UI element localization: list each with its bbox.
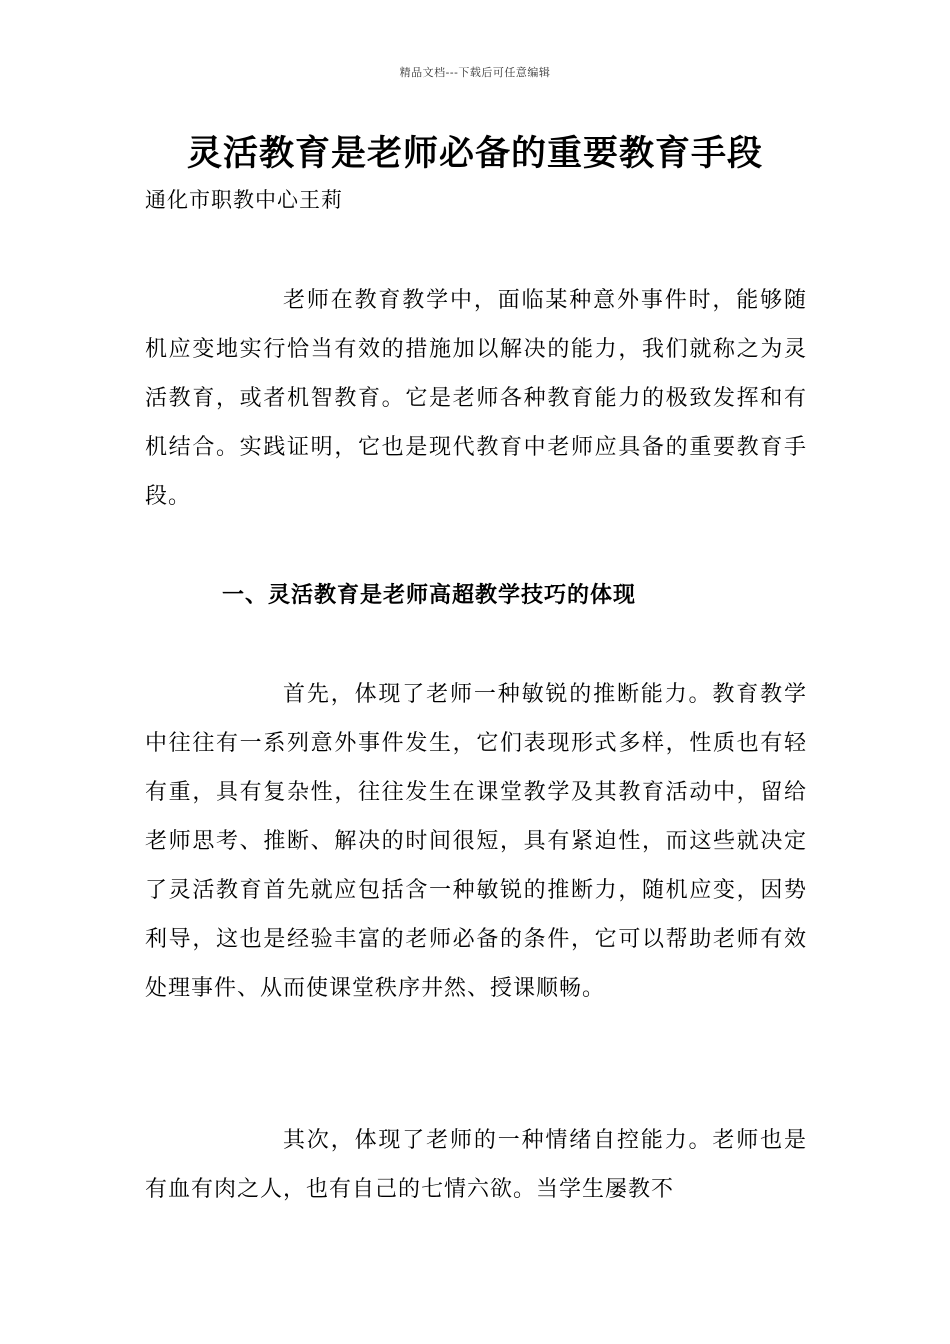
paragraph-second-point: 其次，体现了老师的一种情绪自控能力。老师也是有血有肉之人，也有自己的七情六欲。当学生屡教不 [145,1128,807,1202]
paragraph-first-point: 首先，体现了老师一种敏锐的推断能力。教育教学中往往有一系列意外事件发生，它们表现形式多样，性质也有轻有重，具有复杂性，往往发生在课堂教学及其教育活动中，留给老师思考、推断、解决的时间很短，具有紧迫性，而这些就决定了灵活教育首先就应包括含一种敏锐的推断力，随机应变，因势利导，这也是经验丰富的老师必备的条件，它可以帮助老师有效处理事件、从而使课堂秩序井然、授课顺畅。 [145,682,807,1001]
section-heading-1: 一、灵活教育是老师高超教学技巧的体现 [222,582,637,608]
paragraph-intro: 老师在教育教学中，面临某种意外事件时，能够随机应变地实行恰当有效的措施加以解决的能力，我们就称之为灵活教育，或者机智教育。它是老师各种教育能力的极致发挥和有机结合。实践证明，它也是现代教育中老师应具备的重要教育手段。 [145,288,807,509]
header-note: 精品文档---下载后可任意编辑 [399,66,551,79]
author-line: 通化市职教中心王莉 [145,188,343,212]
document-title: 灵活教育是老师必备的重要教育手段 [186,134,763,174]
